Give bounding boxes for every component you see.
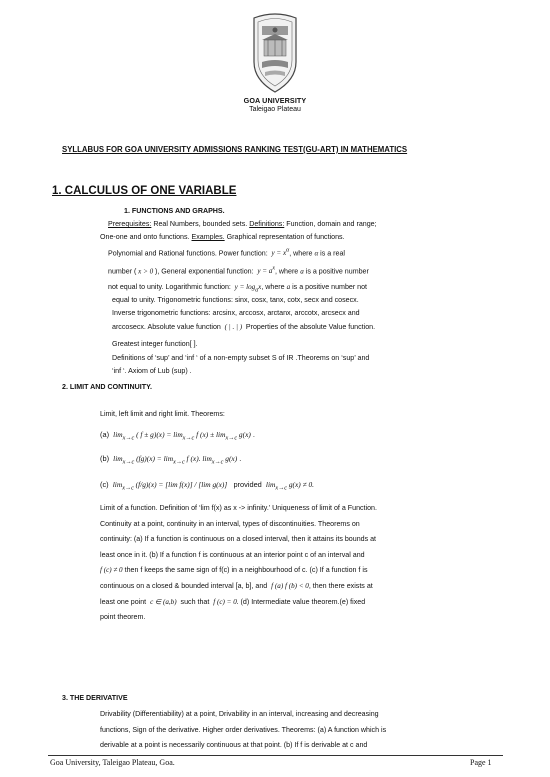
formula-sum-limit: $\lim_{x\to c}$ ( $f \pm g)(x) = \lim_{x\to c} f$ $(x) \pm \lim_{x\to c} g(x)$ [113, 430, 251, 442]
university-name: GOA UNIVERSITY [243, 96, 307, 105]
definitions-label: Definitions: [249, 220, 285, 228]
greatest-integer-line: Greatest integer function[ ]. [112, 340, 198, 348]
formula-power: $y = x^\alpha$ [269, 248, 290, 258]
theorem-b: (b) $\lim_{x\to c} (fg)(x) = \lim_{x\to c} f$ (x). $\lim_{x\to c} g(x)$ . [100, 454, 242, 466]
prerequisites-label: Prerequisites: [108, 220, 152, 228]
sup-inf-line: Definitions of ‘sup’ and ‘inf ‘ of a non-empty subset S of IR .Theorems on ‘sup’ and [112, 354, 370, 362]
power-function-line: Polynomial and Rational functions. Power function: $y = x^\alpha$, where α is a real [108, 248, 346, 258]
examples-label: Examples. [191, 233, 225, 241]
trig-line: equal to unity. Trigonometric functions: sinx, cosx, tanx, cotx, secx and cosecx. [112, 296, 359, 304]
section2-title: 2. LIMIT AND CONTINUITY. [62, 383, 152, 391]
formula-quotient-limit: $\lim_{x\to c} (f/g)(x) = [\lim$ f(x)] / [lim g(x)] [112, 480, 228, 492]
formula-exponential: $y = a^x$ [255, 266, 275, 276]
subsection-functions-title: 1. FUNCTIONS AND GRAPHS. [124, 207, 225, 215]
footer-address: Goa University, Taleigao Plateau, Goa. [50, 758, 175, 767]
inverse-trig-line: Inverse trigonometric functions: arcsinx, arccosx, arctanx, arccotx, arcsecx and [112, 309, 360, 317]
lub-axiom-line: ‘inf ‘. Axiom of Lub (sup) . [112, 367, 192, 375]
exponential-line: number ( x > 0 ), General exponential function: $y = a^x$, where a is a positive number [108, 266, 369, 276]
section2-intro: Limit, left limit and right limit. Theorems: [100, 410, 225, 418]
one-one-line: One-one and onto functions. Examples. Graphical representation of functions. [100, 233, 345, 241]
formula-log: $y = \log_ax$ [232, 283, 262, 294]
section3-title: 3. THE DERIVATIVE [62, 694, 128, 702]
derivative-paragraph: Drivability (Differentiability) at a point, Drivability in an interval, increasing and decreasing functions, Sign of the derivative. Higher order derivatives. Theorems: (a) A function which is derivable at a point is necessarily continuous at that point. (b) If f is derivable at c and [100, 710, 387, 750]
footer-divider [48, 755, 503, 756]
syllabus-title: SYLLABUS FOR GOA UNIVERSITY ADMISSIONS RANKING TEST(GU-ART) IN MATHEMATICS [62, 145, 408, 154]
logarithmic-line: not equal to unity. Logarithmic function: $y = \log_ax$, where a is a positive number not [108, 283, 368, 294]
continuity-paragraph: Limit of a function. Definition of ‘lim f(x) as x -> infinity.’ Uniqueness of limit of a Function. Continuity at a point, continuity in an interval, types of discontinuities. Theorems on continuity: (a) If a function is continuous on a closed interval, then it attains its bounds at least once in it. (b) If a function f is continuous at an interior point c of an interval and f (c) ≠ 0 then f keeps the same sign of f(c) in a neighbourhood of c. (c) If a function f is continuous on a closed & bounded interval [a, b], and f (a) f (b) < 0, then there exists at least one point c ∈ (a,b) such that f (c) = 0. (d) Intermediate value theorem.(e) fixed point theorem. [100, 504, 377, 622]
university-seal-logo [250, 12, 300, 96]
university-location: Taleigao Plateau [249, 106, 301, 113]
theorem-a: (a) $\lim_{x\to c}$ ( $f \pm g)(x) = \lim_{x\to c} f$ $(x) \pm \lim_{x\to c} g(x)$ . [100, 430, 255, 442]
absolute-value-line: arccosecx. Absolute value function ( | . | ) Properties of the absolute Value function. [112, 323, 376, 331]
formula-product-limit: $\lim_{x\to c} (fg)(x) = \lim_{x\to c} f$ (x). $\lim_{x\to c} g(x)$ [113, 454, 238, 466]
section1-title: 1. CALCULUS OF ONE VARIABLE [52, 185, 237, 197]
footer-page-number: Page 1 [470, 758, 492, 767]
theorem-c: (c) $\lim_{x\to c} (f/g)(x) = [\lim$ f(x)] / [lim g(x)] provided $\lim_{x\to c} g(x) \ne 0$. [100, 480, 315, 492]
prerequisites-line: Prerequisites: Real Numbers, bounded sets. Definitions: Function, domain and range; [108, 220, 377, 228]
